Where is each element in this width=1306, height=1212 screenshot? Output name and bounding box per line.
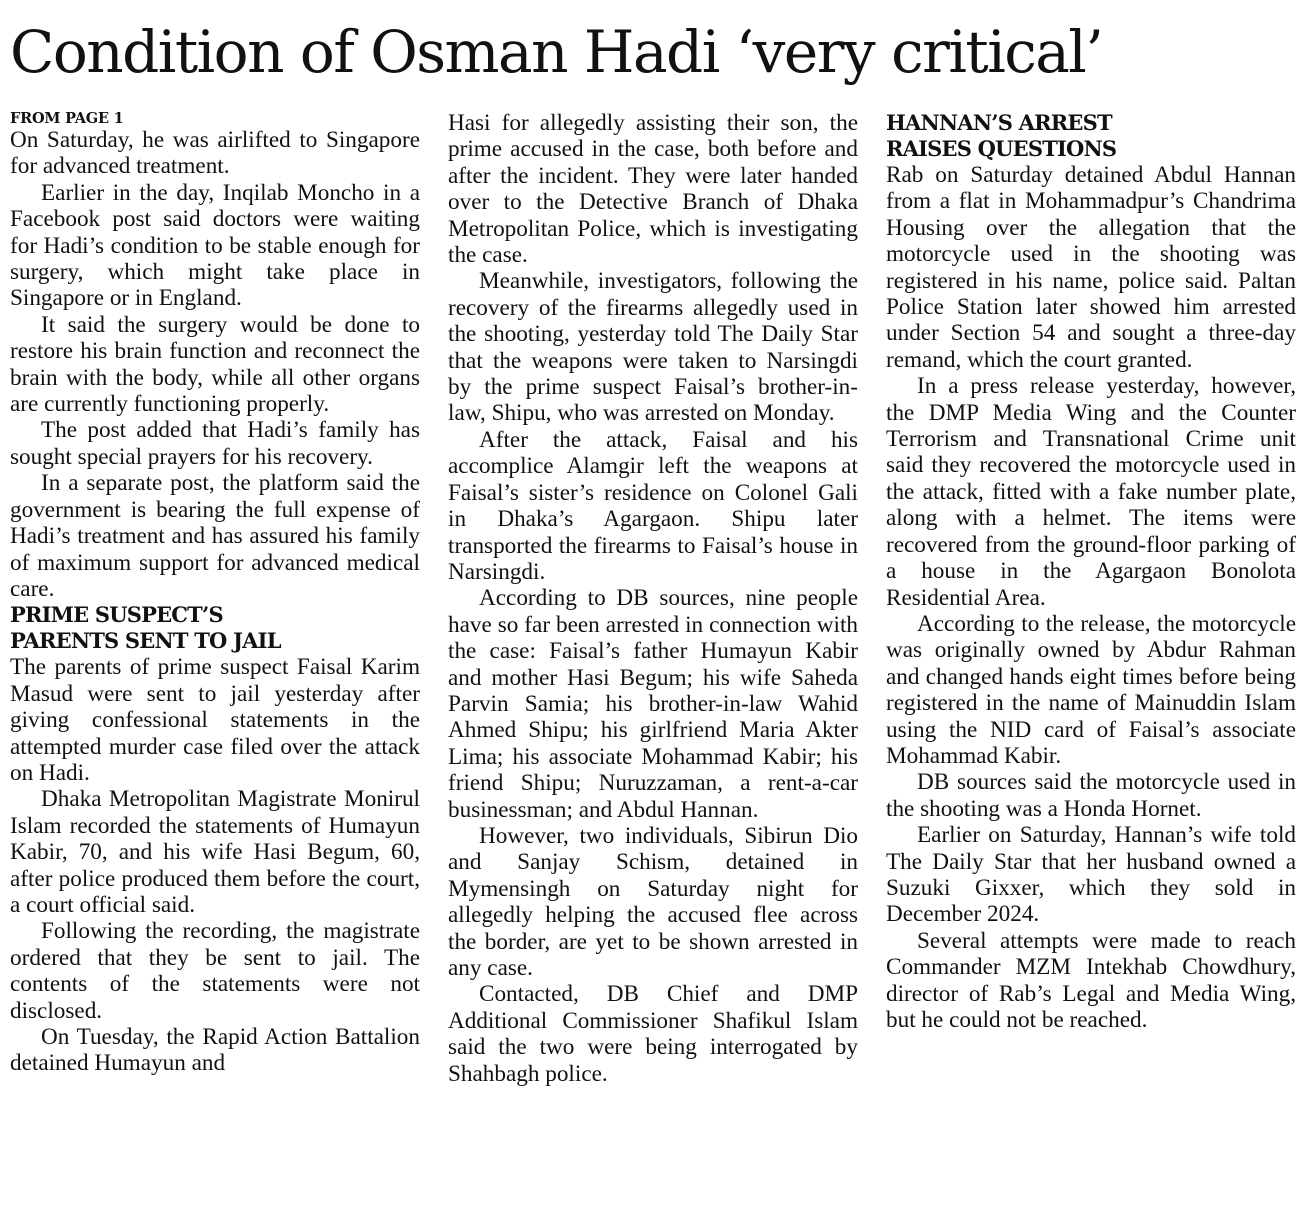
paragraph: Earlier on Saturday, Hannan’s wife told The Daily Star that her husband owned a Suzuki Gixxer, which they sold in December 2024. [886,822,1296,928]
paragraph: Contacted, DB Chief and DMP Additional Commissioner Shafikul Islam said the two were being interrogated by Shahbagh police. [448,981,858,1087]
paragraph: Following the recording, the magistrate ordered that they be sent to jail. The contents of the statements were not disclosed. [10,918,420,1024]
paragraph: Hasi for allegedly assisting their son, the prime accused in the case, both before and after the incident. They were later handed over to the Detective Branch of Dhaka Metropolitan Police, which is investigating the case. [448,110,858,269]
column-1 [10,110,420,1077]
paragraph: Meanwhile, investigators, following the recovery of the firearms allegedly used in the shooting, yesterday told The Daily Star that the weapons were taken to Narsingdi by the prime suspect Faisal’s brother-in-law, Shipu, who was arrested on Monday. [448,268,858,427]
paragraph: In a press release yesterday, however, the DMP Media Wing and the Counter Terrorism and Transnational Crime unit said they recovered the motorcycle used in the attack, fitted with a fake number plate, along with a helmet. The items were recovered from the ground-floor parking of a house in the Agargaon Bonolota Residential Area. [886,373,1296,611]
column-3 [886,110,1296,1033]
paragraph: Earlier in the day, Inqilab Moncho in a Facebook post said doctors were waiting for Hadi’s condition to be stable enough for surgery, which might take place in Singapore or in England. [10,179,420,312]
paragraph: After the attack, Faisal and his accomplice Alamgir left the weapons at Faisal’s sister’s residence on Colonel Gali in Dhaka’s Agargaon. Shipu later transported the firearms to Faisal’s house in Narsingdi. [448,426,858,585]
paragraph: In a separate post, the platform said the government is bearing the full expense of Hadi’s treatment and has assured his family of maximum support for advanced medical care. [10,470,420,602]
paragraph: According to the release, the motorcycle was originally owned by Abdur Rahman and changed hands eight times before being registered in the name of Mainuddin Islam using the NID card of Faisal’s associate Mohammad Kabir. [886,610,1296,769]
paragraph: The parents of prime suspect Faisal Karim Masud were sent to jail yesterday after giving confessional statements in the attempted murder case filed over the attack on Hadi. [10,654,420,786]
paragraph: Rab on Saturday detained Abdul Hannan from a flat in Mohammadpur’s Chandrima Housing over the allegation that the motorcycle used in the shooting was registered in his name, police said. Paltan Police Station later showed him arrested under Section 54 and sought a three-day remand, which the court granted. [886,162,1296,373]
subheading-line: PRIME SUSPECT’S [10,602,223,628]
subheading-line: PARENTS SENT TO JAIL [10,628,281,654]
paragraph: According to DB sources, nine people have so far been arrested in connection with the case: Faisal’s father Humayun Kabir and mother Hasi Begum; his wife Saheda Parvin Samia; his brother-in-law Wahid Ahmed Shipu; his girlfriend Maria Akter Lima; his associate Mohammad Kabir; his friend Shipu; Nuruzzaman, a rent-a-car businessman; and Abdul Hannan. [448,585,858,823]
subheading-line: RAISES QUESTIONS [886,136,1117,161]
subheading-hannans-arrest [886,110,1296,162]
paragraph: On Tuesday, the Rapid Action Battalion detained Humayun and [10,1024,420,1077]
paragraph: However, two individuals, Sibirun Dio and Sanjay Schism, detained in Mymensingh on Saturday night for allegedly helping the accused flee across the border, are yet to be shown arrested in any case. [448,822,858,981]
paragraph: Dhaka Metropolitan Magistrate Monirul Islam recorded the statements of Humayun Kabir, 70, and his wife Hasi Begum, 60, after police produced them before the court, a court official said. [10,786,420,918]
dateline: FROM PAGE 1 [10,110,124,127]
headline: Condition of Osman Hadi ‘very critical’ [10,18,1103,86]
paragraph: The post added that Hadi’s family has sought special prayers for his recovery. [10,417,420,470]
paragraph: It said the surgery would be done to restore his brain function and reconnect the brain with the body, while all other organs are currently functioning properly. [10,311,420,418]
paragraph: On Saturday, he was airlifted to Singapore for advanced treatment. [10,127,420,180]
subheading-line: HANNAN’S ARREST [886,110,1112,135]
subheading-prime-suspect [10,602,420,654]
paragraph: DB sources said the motorcycle used in the shooting was a Honda Hornet. [886,769,1296,822]
paragraph: Several attempts were made to reach Commander MZM Intekhab Chowdhury, director of Rab’s Legal and Media Wing, but he could not be reached. [886,927,1296,1033]
column-2 [448,110,858,1087]
